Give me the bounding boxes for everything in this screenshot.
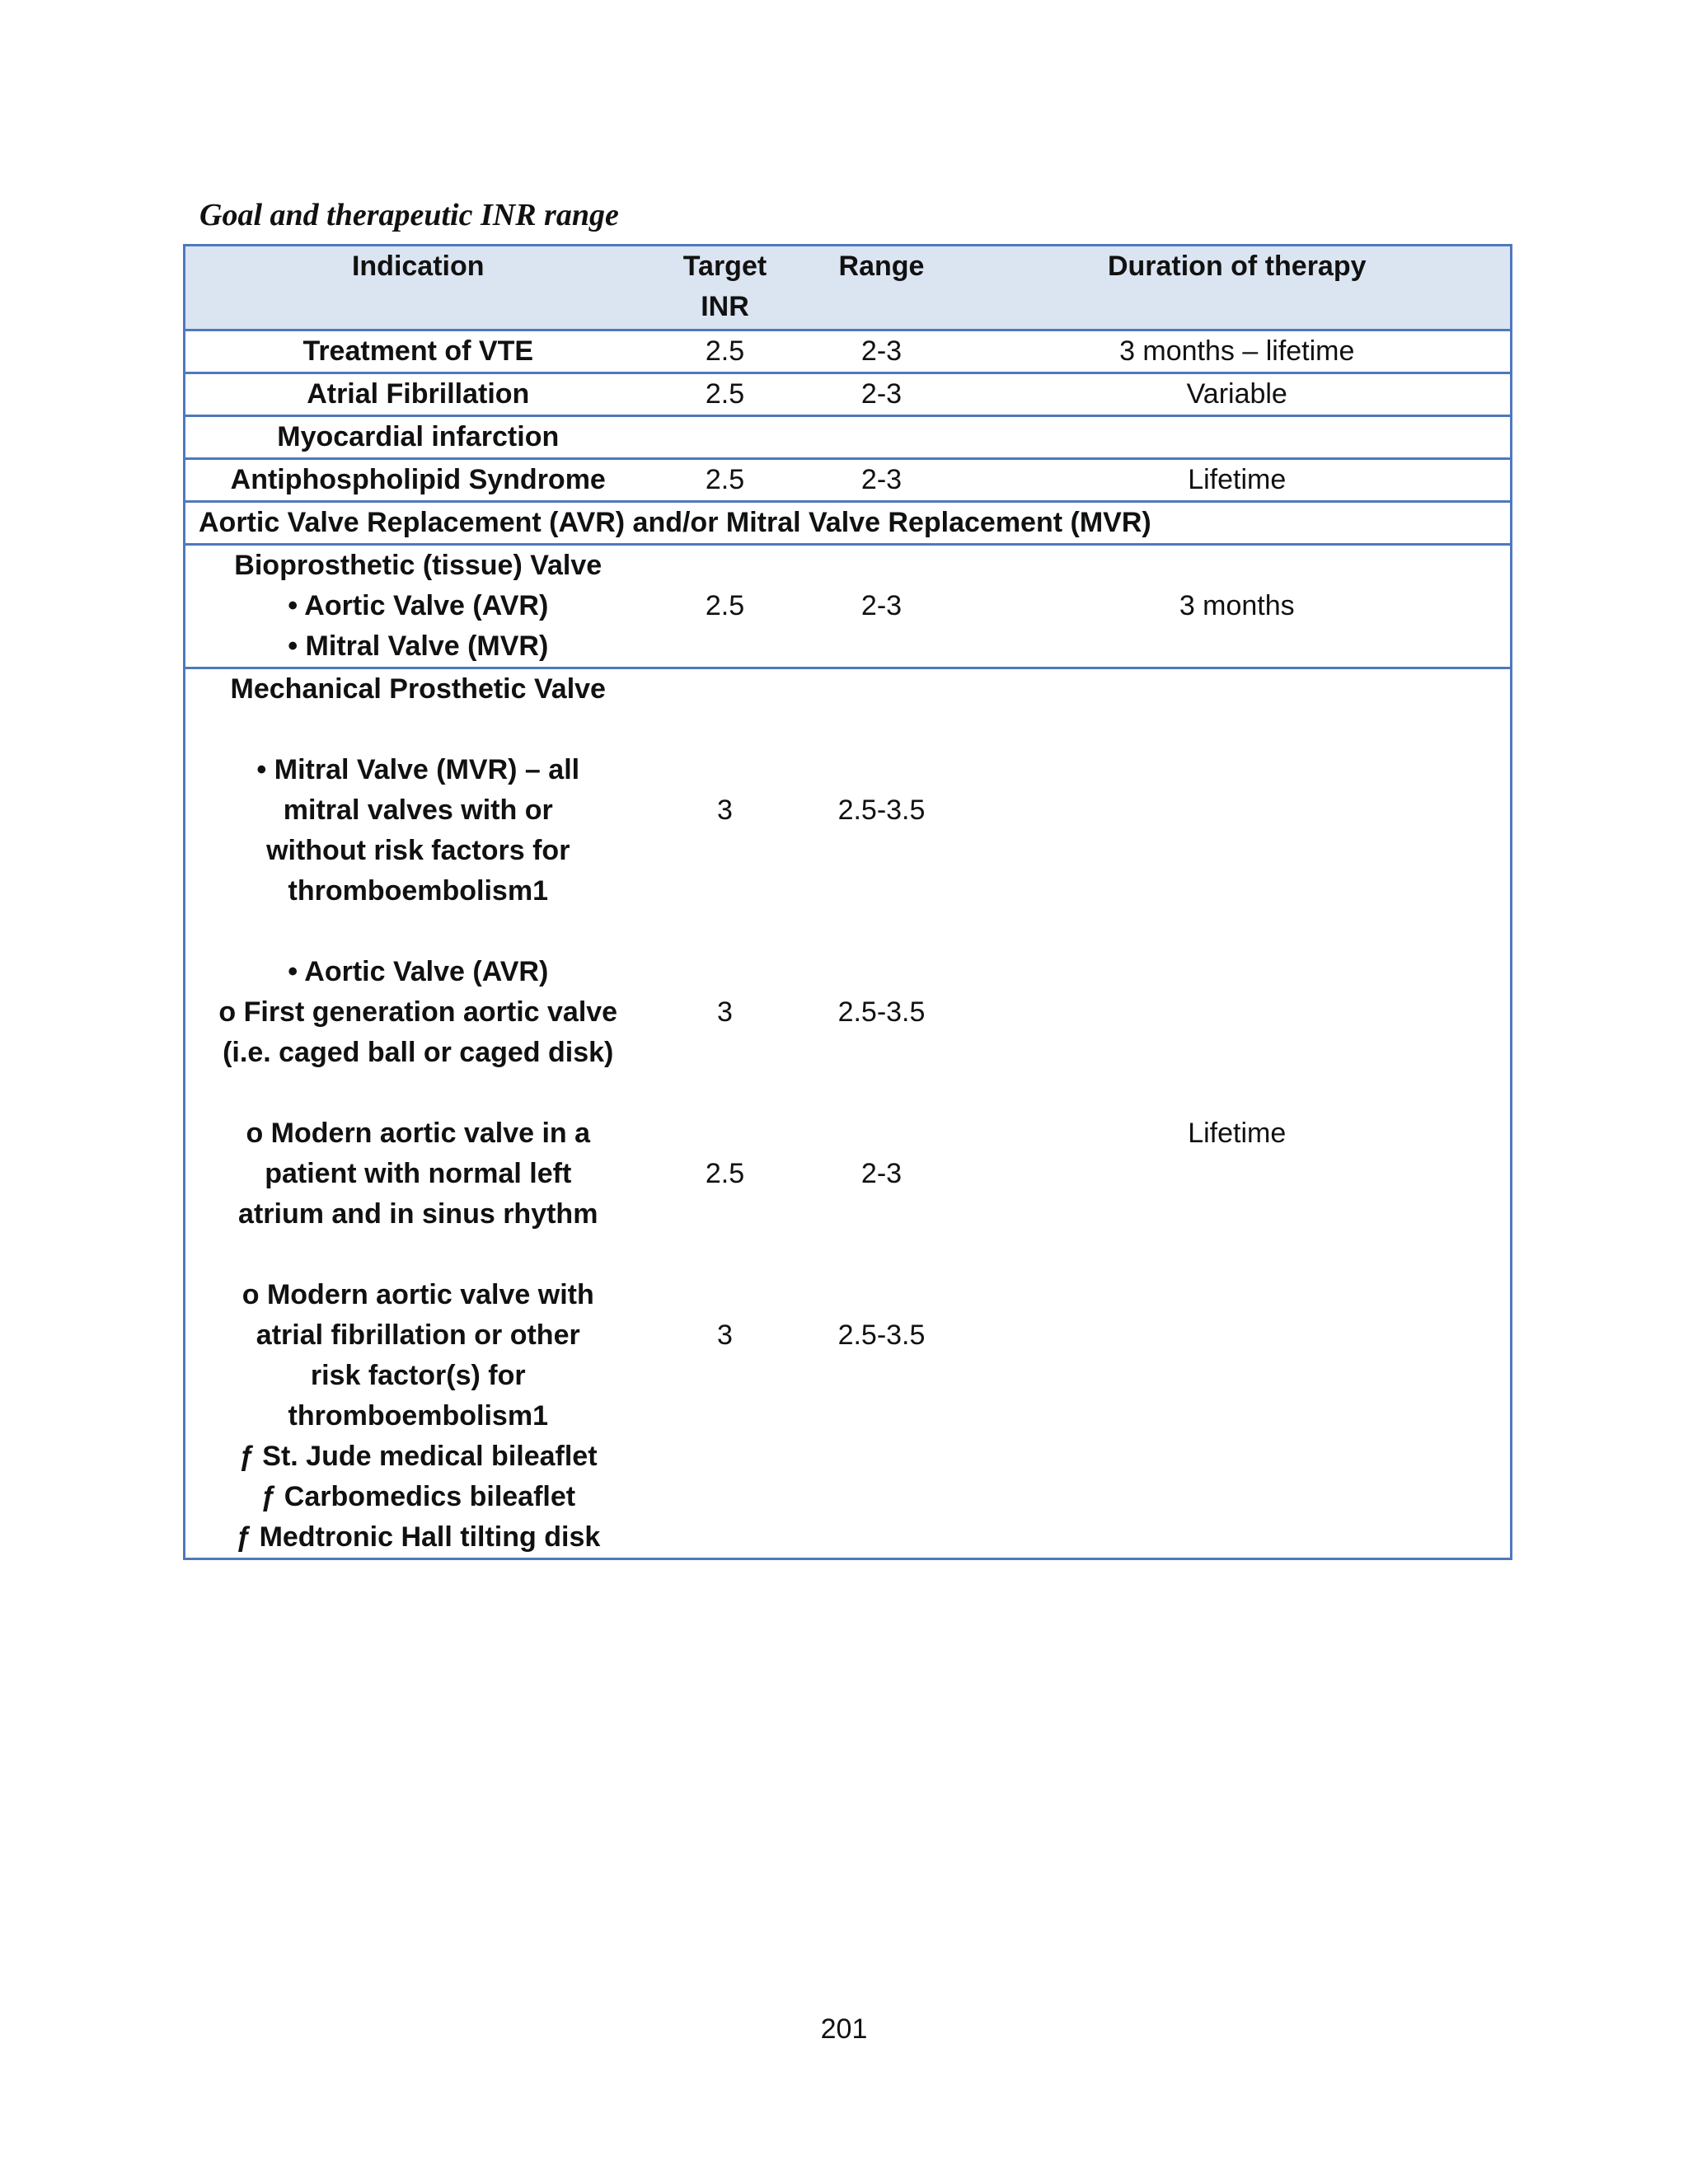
range-value: 2.5-3.5 xyxy=(837,794,926,826)
section-heading-row xyxy=(185,502,1512,545)
valve-type-line: ƒ Medtronic Hall tilting disk xyxy=(236,1521,601,1553)
range-cell xyxy=(799,416,964,459)
first-gen-line: (i.e. caged ball or caged disk) xyxy=(223,1037,614,1068)
target-value: 2.5 xyxy=(705,1158,745,1189)
mitral-line: • Mitral Valve (MVR) – all xyxy=(256,754,580,785)
target-cell: 2.5 xyxy=(651,545,799,668)
modern-af-line: risk factor(s) for xyxy=(310,1360,526,1391)
modern-af-line: o Modern aortic valve with xyxy=(241,1279,594,1310)
bioprosthetic-indication-cell xyxy=(185,545,651,668)
target-value: 3 xyxy=(717,996,733,1028)
page-number: 201 xyxy=(820,2013,868,2045)
table-title: Goal and therapeutic INR range xyxy=(199,198,619,232)
target-cell: 2.5 xyxy=(651,373,799,416)
duration-cell: 3 months xyxy=(964,545,1512,668)
modern-af-line: atrial fibrillation or other xyxy=(256,1319,580,1351)
modern-af-line: thromboembolism1 xyxy=(288,1400,548,1432)
mechanical-heading: Mechanical Prosthetic Valve xyxy=(230,673,606,705)
modern-normal-line: atrium and in sinus rhythm xyxy=(238,1198,598,1230)
duration-cell xyxy=(964,416,1512,459)
header-duration: Duration of therapy xyxy=(964,246,1512,330)
mitral-line: mitral valves with or xyxy=(283,794,553,826)
indication-cell: Myocardial infarction xyxy=(185,416,651,459)
table-row xyxy=(185,373,1512,416)
range-cell: 2-3 xyxy=(799,373,964,416)
table-row xyxy=(185,330,1512,373)
mechanical-indication-cell xyxy=(185,668,651,1559)
header-indication: Indication xyxy=(185,246,651,330)
bullet-mitral-valve: • Mitral Valve (MVR) xyxy=(288,630,549,662)
duration-cell: Variable xyxy=(964,373,1512,416)
target-cell: 2.5 xyxy=(651,459,799,502)
section-heading-valve-replacement: Aortic Valve Replacement (AVR) and/or Mitral Valve Replacement (MVR) xyxy=(185,502,1512,545)
bioprosthetic-row xyxy=(185,545,1512,668)
table-row xyxy=(185,459,1512,502)
mitral-line: thromboembolism1 xyxy=(288,875,548,907)
mechanical-range-column xyxy=(799,668,964,1559)
valve-type-line: ƒ Carbomedics bileaflet xyxy=(260,1481,576,1512)
table-row xyxy=(185,416,1512,459)
target-value: 3 xyxy=(717,1319,733,1351)
inr-range-table xyxy=(183,244,1512,1560)
target-cell xyxy=(651,416,799,459)
range-cell: 2-3 xyxy=(799,459,964,502)
mitral-line: without risk factors for xyxy=(266,835,570,866)
table-header-row xyxy=(185,246,1512,330)
duration-cell: Lifetime xyxy=(964,459,1512,502)
valve-type-line: ƒ St. Jude medical bileaflet xyxy=(238,1441,598,1472)
range-value: 2.5-3.5 xyxy=(837,996,926,1028)
indication-cell: Antiphospholipid Syndrome xyxy=(185,459,651,502)
bullet-aortic-valve: • Aortic Valve (AVR) xyxy=(288,590,549,621)
range-cell: 2-3 xyxy=(799,545,964,668)
target-value: 3 xyxy=(717,794,733,826)
range-value: 2.5-3.5 xyxy=(837,1319,926,1351)
target-cell: 2.5 xyxy=(651,330,799,373)
modern-normal-line: patient with normal left xyxy=(265,1158,572,1189)
modern-normal-line: o Modern aortic valve in a xyxy=(246,1118,591,1149)
mechanical-row xyxy=(185,668,1512,1559)
indication-cell: Atrial Fibrillation xyxy=(185,373,651,416)
header-range: Range xyxy=(799,246,964,330)
first-gen-line: o First generation aortic valve xyxy=(218,996,618,1028)
duration-value: Lifetime xyxy=(1188,1118,1287,1149)
aortic-valve-heading: • Aortic Valve (AVR) xyxy=(288,956,549,987)
range-cell: 2-3 xyxy=(799,330,964,373)
range-value: 2-3 xyxy=(860,1158,903,1189)
header-target-inr: Target INR xyxy=(651,246,799,330)
duration-cell: 3 months – lifetime xyxy=(964,330,1512,373)
bioprosthetic-heading: Bioprosthetic (tissue) Valve xyxy=(234,550,603,581)
mechanical-duration-column xyxy=(964,668,1512,1559)
mechanical-target-column xyxy=(651,668,799,1559)
indication-cell: Treatment of VTE xyxy=(185,330,651,373)
